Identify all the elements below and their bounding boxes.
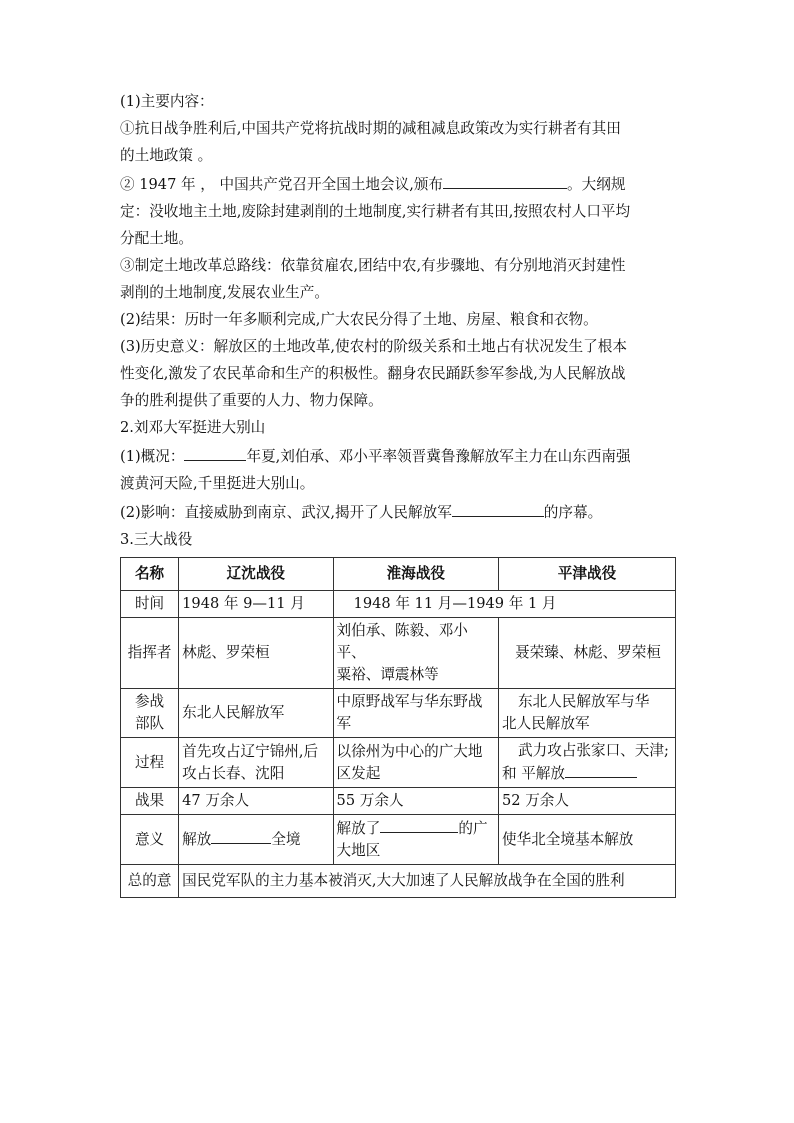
paragraph-impact: (2)影响：直接威胁到南京、武汉,揭开了人民解放军 的序幕。 xyxy=(120,501,680,523)
table-row-overall xyxy=(121,865,676,898)
section-1-heading: (1)主要内容： xyxy=(120,93,214,110)
row-label: 参战 部队 xyxy=(121,689,179,738)
row-label: 意义 xyxy=(121,815,179,865)
table-cell: 中原野战军与华东野战 军 xyxy=(333,689,498,738)
table-row-result xyxy=(121,788,676,815)
table-cell: 刘伯承、陈毅、邓小平、 粟裕、谭震林等 xyxy=(333,618,498,689)
paragraph-overview-a: (1)概况： 年夏,刘伯承、邓小平率领晋冀鲁豫解放军主力在山东西南强 xyxy=(120,445,680,467)
paragraph-result: (2)结果：历时一年多顺利完成,广大农民分得了土地、房屋、粮食和衣物。 xyxy=(120,311,598,328)
document-page xyxy=(120,92,680,898)
fill-blank xyxy=(380,817,458,833)
paragraph-significance-a: (3)历史意义：解放区的土地改革,使农村的阶级关系和土地占有状况发生了根本 xyxy=(120,338,627,355)
paragraph-1b: 的土地政策 。 xyxy=(120,147,213,164)
row-label: 时间 xyxy=(121,591,179,618)
paragraph-3a: ③制定土地改革总路线：依靠贫雇农,团结中农,有步骤地、有分别地消灭封建性 xyxy=(120,257,626,274)
section-2-heading: 2.刘邓大军挺进大别山 xyxy=(120,419,266,436)
fill-blank xyxy=(211,828,271,844)
table-row-troops xyxy=(121,689,676,738)
paragraph-overview-b: 渡黄河天险,千里挺进大别山。 xyxy=(120,475,315,492)
table-cell: 以徐州为中心的广大地 区发起 xyxy=(333,738,498,788)
table-cell: 东北人民解放军与华 北人民解放军 xyxy=(499,689,676,738)
table-row-process xyxy=(121,738,676,788)
section-3-heading: 3.三大战役 xyxy=(120,531,193,548)
table-cell: 1948 年 11 月—1949 年 1 月 xyxy=(333,591,675,618)
row-label: 战果 xyxy=(121,788,179,815)
fill-blank xyxy=(184,445,246,461)
paragraph-3b: 剥削的土地制度,发展农业生产。 xyxy=(120,284,329,301)
paragraph-2c: 分配土地。 xyxy=(120,230,193,247)
table-row-commander xyxy=(121,618,676,689)
table-cell: 使华北全境基本解放 xyxy=(499,815,676,865)
paragraph-1a: ①抗日战争胜利后,中国共产党将抗战时期的减租减息政策改为实行耕者有其田 xyxy=(120,120,621,137)
table-cell: 聂荣臻、林彪、罗荣桓 xyxy=(499,618,676,689)
table-row-meaning xyxy=(121,815,676,865)
table-header-row xyxy=(121,558,676,591)
header-liaoshen: 辽沈战役 xyxy=(179,558,333,591)
table-cell: 首先攻占辽宁锦州,后 攻占长春、沈阳 xyxy=(179,738,333,788)
paragraph-significance-b: 性变化,激发了农民革命和生产的积极性。翻身农民踊跃参军参战,为人民解放战 xyxy=(120,365,626,382)
fill-blank xyxy=(565,762,637,778)
row-label: 指挥者 xyxy=(121,618,179,689)
table-cell: 林彪、罗荣桓 xyxy=(179,618,333,689)
three-campaigns-table xyxy=(120,557,676,898)
table-cell: 武力攻占张家口、天津; 和 平解放 xyxy=(499,738,676,788)
table-cell: 解放了 的广 大地区 xyxy=(333,815,498,865)
row-label: 总的意 xyxy=(121,865,179,898)
table-cell: 国民党军队的主力基本被消灭,大大加速了人民解放战争在全国的胜利 xyxy=(179,865,676,898)
table-cell: 解放 全境 xyxy=(179,815,333,865)
header-pingjin: 平津战役 xyxy=(499,558,676,591)
table-cell: 1948 年 9—11 月 xyxy=(179,591,333,618)
fill-blank xyxy=(452,501,544,517)
table-cell: 东北人民解放军 xyxy=(179,689,333,738)
paragraph-significance-c: 争的胜利提供了重要的人力、物力保障。 xyxy=(120,392,383,409)
table-cell: 52 万余人 xyxy=(499,788,676,815)
fill-blank xyxy=(443,173,567,189)
paragraph-2a: ② 1947 年 ， 中国共产党召开全国土地会议,颁布 。大纲规 xyxy=(120,173,680,195)
header-name: 名称 xyxy=(121,558,179,591)
table-cell: 55 万余人 xyxy=(333,788,498,815)
table-cell: 47 万余人 xyxy=(179,788,333,815)
header-huaihai: 淮海战役 xyxy=(333,558,498,591)
paragraph-2b: 定：没收地主土地,废除封建剥削的土地制度,实行耕者有其田,按照农村人口平均 xyxy=(120,203,631,220)
table-row-time xyxy=(121,591,676,618)
row-label: 过程 xyxy=(121,738,179,788)
